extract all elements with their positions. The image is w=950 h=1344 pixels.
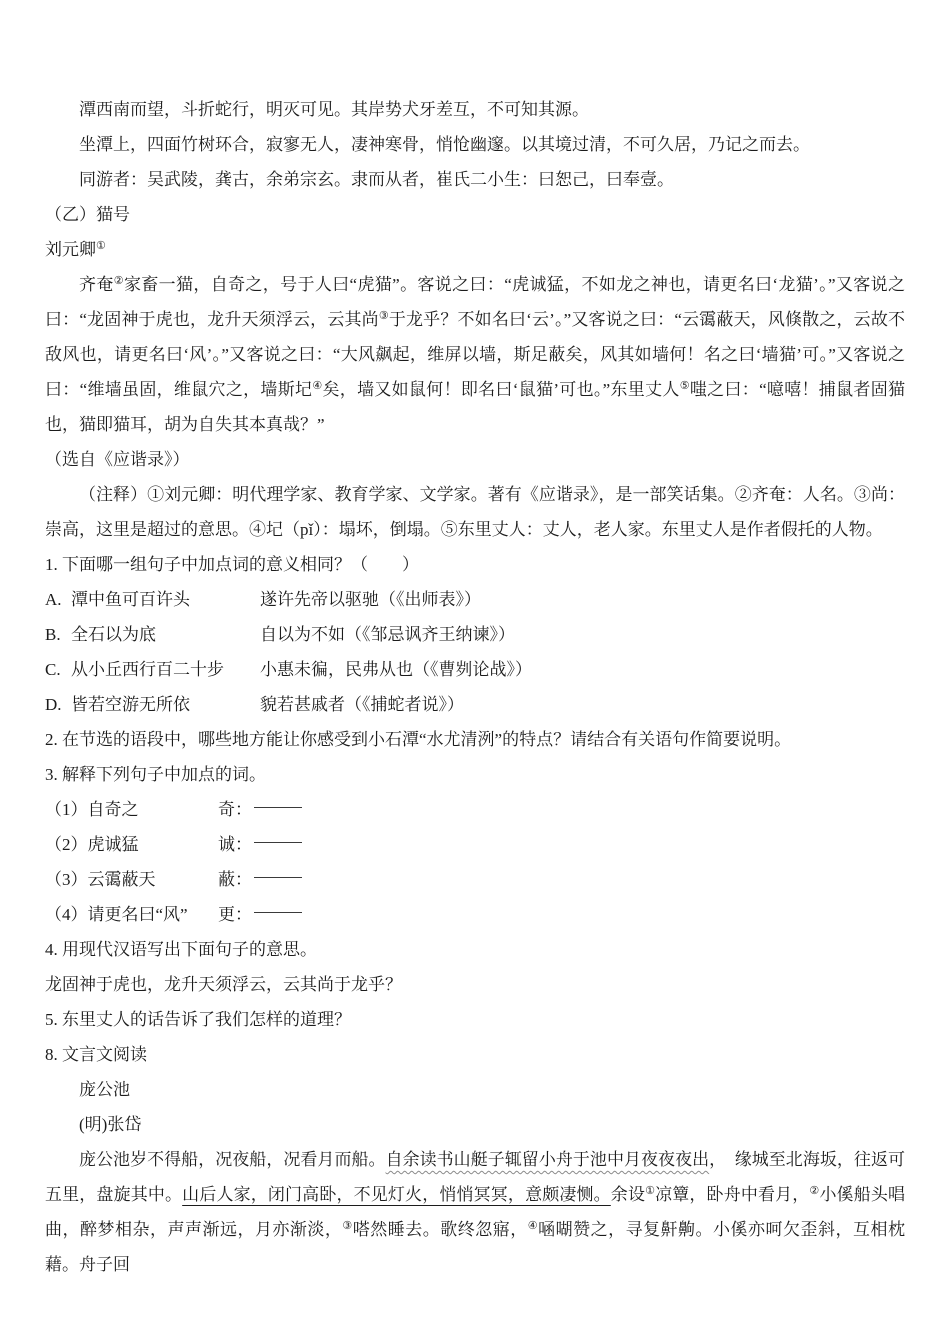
option-c-left — [45, 652, 260, 687]
passage-yi-source: （选自《应谐录》） — [45, 450, 190, 469]
text-segment: 庞公池岁不得船，况夜船，况看月而船。 — [79, 1150, 386, 1169]
question-1-stem: 1. 下面哪一组句子中加点词的意义相同？（ ） — [45, 555, 419, 574]
note-marker: ④ — [312, 380, 323, 392]
text-segment: 家畜一猫，自奇之，号于人曰“虎猫”。客说之曰：“虎诚猛，不如龙之神也，请更名曰‘龙猫’。”又客说之曰：“龙固神于虎也，龙升天须浮云，云其尚 — [45, 275, 905, 329]
text-segment: ， 缘城至北海坂，往返可五里，盘旋其中。 — [45, 1150, 905, 1204]
word-item-4-number: （4） — [45, 905, 88, 924]
option-c-right-phrase: 小惠未徧，民弗从也（《曹刿论战》） — [260, 660, 532, 679]
option-row-c — [45, 652, 905, 687]
option-b-left-phrase: 全石以为底 — [71, 625, 156, 644]
option-a-left-phrase: 潭中鱼可百许头 — [71, 590, 190, 609]
word-item-3-number: （3） — [45, 870, 88, 889]
text-segment: 山后人家，闭门高卧，不见灯火，悄悄冥冥，意颇凄恻。 — [182, 1185, 611, 1204]
option-a-label: A. — [45, 590, 62, 609]
option-d-label: D. — [45, 695, 62, 714]
word-item-4 — [45, 897, 905, 932]
note-marker: ⑤ — [679, 380, 690, 392]
word-item-4-phrase — [45, 897, 218, 932]
word-item-1-label: 奇： — [218, 800, 252, 819]
answer-blank-3 — [254, 862, 302, 878]
word-item-1 — [45, 792, 905, 827]
text-segment: 小傒船头唱曲，醉梦相杂，声声渐远，月亦渐淡， — [45, 1185, 906, 1239]
word-item-2-text: 虎诚猛 — [87, 835, 139, 854]
option-b-left — [45, 617, 260, 652]
question-5-stem: 5. 东里丈人的话告诉了我们怎样的道理？ — [45, 1010, 351, 1029]
word-item-1-text: 自奇之 — [87, 800, 139, 819]
note-marker: ④ — [527, 1220, 539, 1232]
note-marker: ① — [645, 1185, 656, 1197]
word-item-3-label: 蔽： — [218, 870, 252, 889]
word-item-3-text: 云霭蔽天 — [87, 870, 156, 889]
option-c-left-phrase: 从小丘西行百二十步 — [71, 660, 224, 679]
passage-jia-paragraph-2: 坐潭上，四面竹树环合，寂寥无人，凄神寒骨，悄怆幽邃。以其境过清，不可久居，乃记之而去。 — [79, 135, 810, 154]
answer-blank-2 — [254, 827, 302, 843]
answer-blank-4 — [254, 897, 302, 913]
word-item-2-label: 诚： — [218, 835, 252, 854]
passage-yi-heading: （乙）猫号 — [45, 205, 130, 224]
answer-blank-1 — [254, 792, 302, 808]
option-b-label: B. — [45, 625, 61, 644]
option-c-label: C. — [45, 660, 61, 679]
option-d-left — [45, 687, 260, 722]
word-item-1-number: （1） — [45, 800, 88, 819]
pangongchi-author: (明)张岱 — [79, 1115, 142, 1134]
text-segment: 自余读书山艇子辄留小舟于池中月夜夜夜出 — [385, 1150, 710, 1169]
option-b-right-phrase: 自以为不如（《邹忌讽齐王纳谏》） — [260, 625, 515, 644]
option-d-left-phrase: 皆若空游无所依 — [71, 695, 190, 714]
word-item-2-phrase — [45, 827, 218, 862]
word-item-2-number: （2） — [45, 835, 88, 854]
question-4-sentence: 龙固神于虎也，龙升天须浮云，云其尚于龙乎？ — [45, 975, 402, 994]
word-item-4-text: 请更名曰“风” — [87, 905, 188, 924]
passage-yi-notes: （注释）①刘元卿：明代理学家、教育学家、文学家。著有《应谐录》，是一部笑话集。②齐奄：人名。③尚：崇高，这里是超过的意思。④圮（pǐ）：塌坏，倒塌。⑤东里丈人：丈人，老人家。东里丈人是作者假托的人物。 — [45, 485, 905, 539]
pangongchi-title: 庞公池 — [79, 1080, 130, 1099]
option-row-a — [45, 582, 905, 617]
word-item-3-phrase — [45, 862, 218, 897]
author-note-marker: ① — [96, 240, 106, 252]
word-item-1-phrase — [45, 792, 218, 827]
note-marker: ② — [809, 1185, 820, 1197]
note-marker: ② — [113, 275, 124, 287]
text-segment: 凉簟，卧舟中看月， — [655, 1185, 810, 1204]
question-2-stem: 2. 在节选的语段中，哪些地方能让你感受到小石潭“水尤清洌”的特点？请结合有关语句作简要说明。 — [45, 730, 792, 749]
passage-jia-paragraph-3: 同游者：吴武陵，龚古，余弟宗玄。隶而从者，崔氏二小生：曰恕己，曰奉壹。 — [79, 170, 674, 189]
text-segment: 于龙乎？不如名曰‘云’。”又客说之曰：“云霭蔽天，风倏散之，云故不敌风也，请更名曰‘风’。”又客说之曰：“大风飙起，维屏以墙，斯足蔽矣，风其如墙何！名之曰‘墙猫’可。”又客说之曰：“维墙虽固，维鼠穴之，墙斯圮 — [45, 310, 905, 399]
section-8-heading: 8. 文言文阅读 — [45, 1045, 147, 1064]
text-segment: 余设 — [610, 1185, 646, 1204]
text-segment: 矣，墙又如鼠何！即名曰‘鼠猫’可也。”东里丈人 — [322, 380, 680, 399]
option-d-right-phrase: 貌若甚戚者（《捕蛇者说》） — [260, 695, 464, 714]
word-item-4-label: 更： — [218, 905, 252, 924]
option-a-right-phrase: 遂许先帝以驱驰（《出师表》） — [260, 590, 481, 609]
passage-yi-author — [45, 232, 905, 267]
note-marker: ③ — [342, 1220, 353, 1232]
author-name: 刘元卿 — [45, 240, 96, 259]
word-item-2 — [45, 827, 905, 862]
passage-jia-paragraph-1: 潭西南而望，斗折蛇行，明灭可见。其岸势犬牙差互，不可知其源。 — [79, 100, 589, 119]
text-segment: 齐奄 — [79, 275, 114, 294]
question-3-stem: 3. 解释下列句子中加点的词。 — [45, 765, 266, 784]
note-marker: ③ — [378, 310, 389, 322]
passage-yi-body — [45, 267, 905, 442]
option-a-left — [45, 582, 260, 617]
text-segment: 嗤之曰：“噫嘻！捕鼠者固猫也，猫即猫耳，胡为自失其本真哉？” — [45, 380, 905, 434]
pangongchi-body — [45, 1142, 905, 1282]
word-item-3 — [45, 862, 905, 897]
text-segment: 㖤㗅赞之，寻复鼾齁。小傒亦呵欠歪斜，互相枕藉。舟子回 — [45, 1220, 905, 1274]
text-segment: 嗒然睡去。歌终忽寤， — [352, 1220, 528, 1239]
question-4-stem: 4. 用现代汉语写出下面句子的意思。 — [45, 940, 317, 959]
option-row-d — [45, 687, 905, 722]
option-row-b — [45, 617, 905, 652]
